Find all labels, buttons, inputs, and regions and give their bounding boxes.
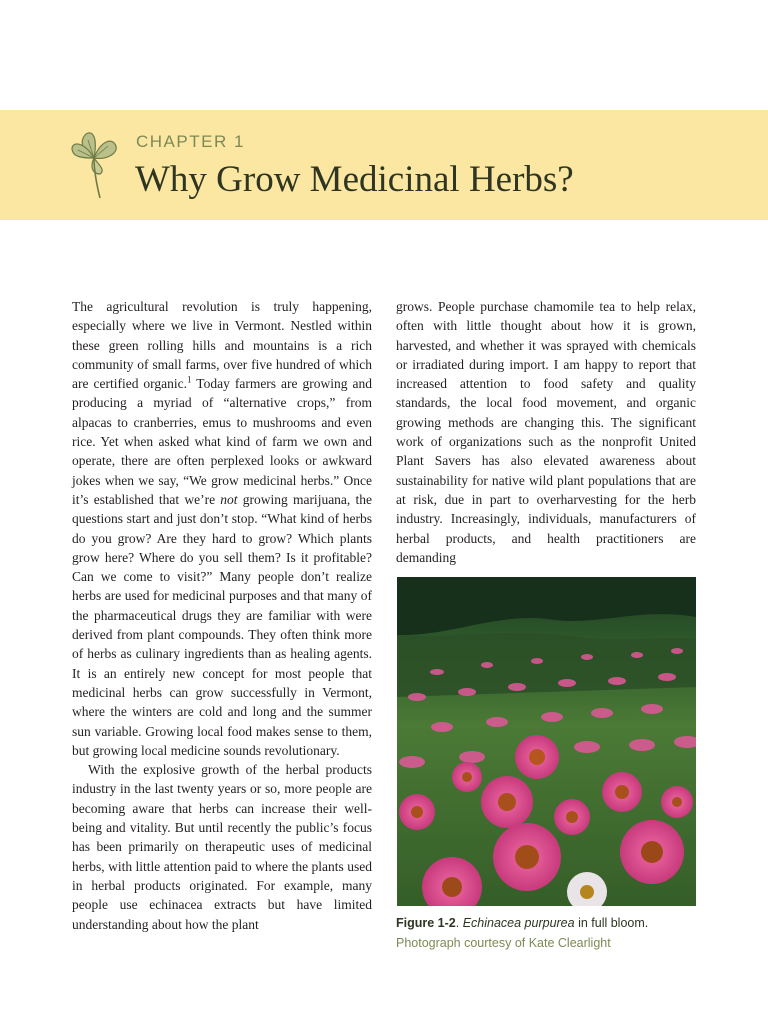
paragraph-1-text-a: The agricultural revolution is truly happening, especially where we live in Vermont. Nestled within these green rolling hills and mountains is a rich community of small farms, over five hundred of which are certified organic. <box>72 299 372 392</box>
footnote-marker: 1 <box>187 374 192 385</box>
paragraph-2: With the explosive growth of the herbal products industry in the last twenty years or so, more people are becoming aware that herbs can increase their well-being and vitality. But until recently the public’s focus has been primarily on therapeutic uses of medicinal herbs, with little attention paid to where the plants used in herbal products originated. For example, many people use echinacea extracts but have limited understanding about how the plant <box>72 762 372 932</box>
figure-description: in full bloom. <box>574 916 649 930</box>
echinacea-photo <box>397 577 696 906</box>
body-column-left <box>72 297 372 934</box>
paragraph-1-text-b: Today farmers are growing and producing a myriad of “alternative crops,” from alpacas to cranberries, emus to mushrooms and even rice. Yet when asked what kind of farm we own and operate, there are often perplexed looks or awkward jokes when we say, “We grow medicinal herbs.” Once it’s established that we’re <box>72 376 372 507</box>
body-column-right <box>396 297 696 567</box>
chapter-label: CHAPTER 1 <box>136 132 245 151</box>
figure-credit: Photograph courtesy of Kate Clearlight <box>396 936 611 950</box>
emphasis-not: not <box>220 491 238 507</box>
paragraph-1 <box>72 297 372 760</box>
figure-caption <box>396 913 706 953</box>
figure-label: Figure 1-2 <box>396 916 456 930</box>
figure-label-sep: . <box>455 916 463 930</box>
paragraph-3: grows. People purchase chamomile tea to help relax, often with little thought about how it is grown, harvested, and whether it was sprayed with chemicals or irradiated during import. I am happy to report that increased attention to food safety and quality standards, the local food movement, and organic growing methods are changing this. The significant work of organizations such as the nonprofit United Plant Savers has also elevated awareness about sustainability for native wild plant populations that are at risk, due in part to overharvesting for the herb industry. Increasingly, individuals, manufacturers of herbal products, and health practitioners are demanding <box>396 299 696 565</box>
herb-leaf-icon <box>70 128 118 200</box>
chapter-title: Why Grow Medicinal Herbs? <box>135 159 574 200</box>
figure-species: Echinacea purpurea <box>462 916 575 930</box>
paragraph-1-text-c: growing marijuana, the questions start and just don’t stop. “What kind of herbs do you grow? Are they hard to grow? Which plants grow here? Where do you sell them? Is it profitable? Can we come to visit?” Many people don’t realize herbs are used for medicinal purposes and that many of the pharmaceutical drugs they are familiar with were derived from plant compounds. They often think more of herbs as culinary ingredients than as healing agents. It is an entirely new concept for most people that medicinal herbs can grow successfully in Vermont, where the winters are cold and long and the summer sun variable. Growing local food makes sense to them, but growing local medicine sounds revolutionary. <box>72 491 372 758</box>
